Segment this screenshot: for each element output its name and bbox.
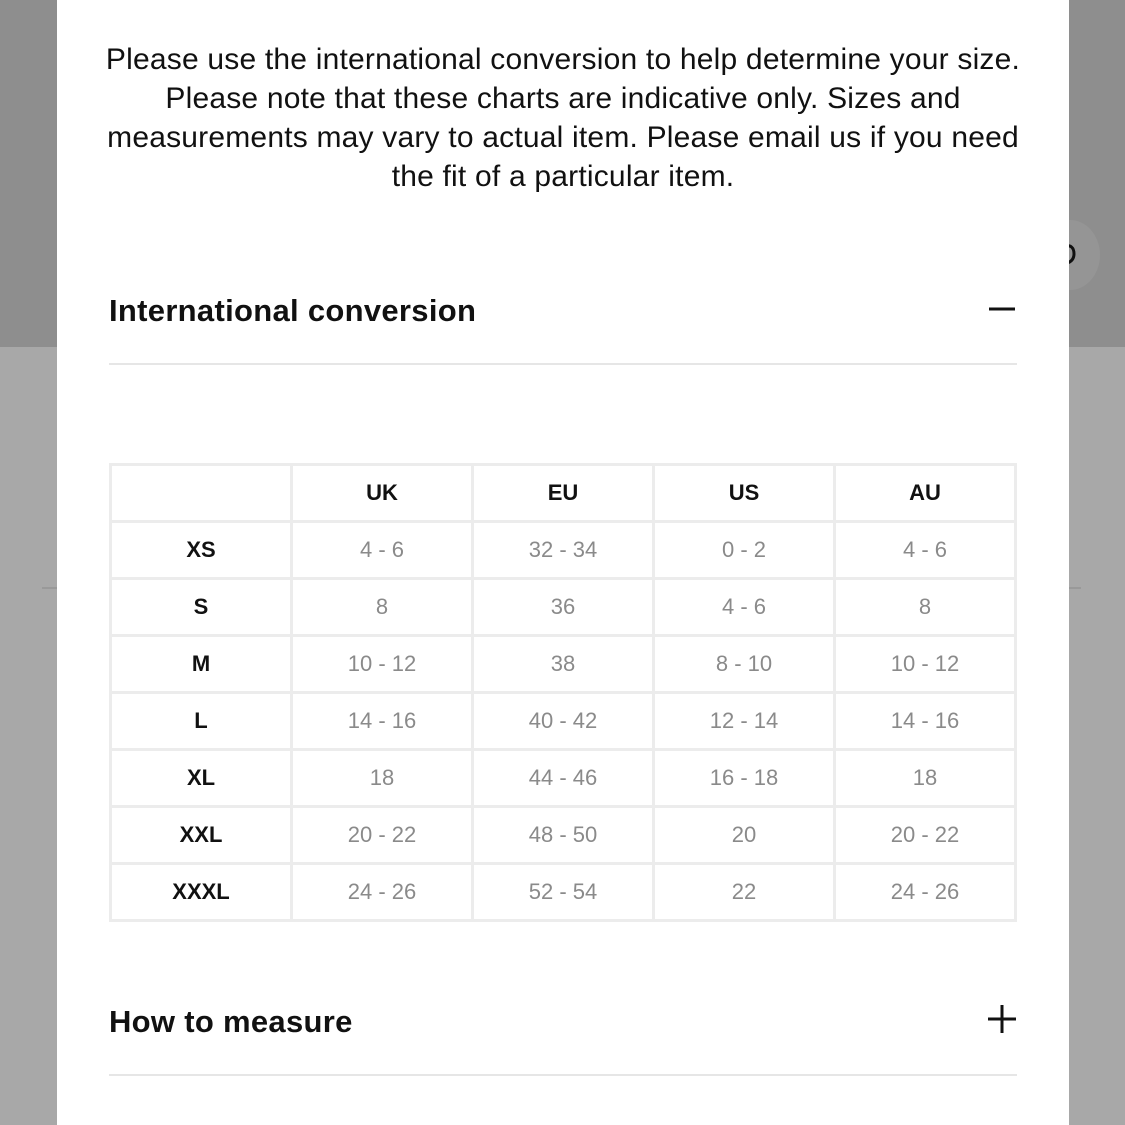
eu-cell: 32 - 34 [473,522,654,579]
us-cell: 4 - 6 [654,579,835,636]
size-cell: XXXL [111,864,292,921]
eu-cell: 44 - 46 [473,750,654,807]
table-row [111,864,1016,921]
section-divider [109,363,1017,365]
background-divider [1069,587,1081,589]
section-title: International conversion [109,293,477,328]
eu-cell: 40 - 42 [473,693,654,750]
uk-cell: 14 - 16 [292,693,473,750]
eu-cell: 52 - 54 [473,864,654,921]
size-cell: XS [111,522,292,579]
au-cell: 10 - 12 [835,636,1016,693]
uk-cell: 8 [292,579,473,636]
table-row [111,750,1016,807]
size-cell: XXL [111,807,292,864]
section-divider [109,1074,1017,1076]
uk-cell: 4 - 6 [292,522,473,579]
au-cell: 18 [835,750,1016,807]
uk-cell: 18 [292,750,473,807]
au-cell: 14 - 16 [835,693,1016,750]
table-row [111,693,1016,750]
size-cell: XL [111,750,292,807]
how-to-measure-header[interactable] [109,1004,1017,1044]
header-cell-eu: EU [473,465,654,522]
international-conversion-header[interactable] [109,293,1017,333]
eu-cell: 38 [473,636,654,693]
au-cell: 4 - 6 [835,522,1016,579]
section-title: How to measure [109,1004,353,1039]
header-cell-au: AU [835,465,1016,522]
uk-cell: 20 - 22 [292,807,473,864]
au-cell: 24 - 26 [835,864,1016,921]
us-cell: 12 - 14 [654,693,835,750]
eu-cell: 36 [473,579,654,636]
size-guide-modal [57,0,1069,1125]
background-divider [42,587,57,589]
intro-text: Please use the international conversion to help determine your size. Please note that these charts are indicative only. Sizes and measurements may vary to actual item. Please email us if you need the fit of a particular item. [105,43,1021,193]
us-cell: 20 [654,807,835,864]
table-header-row [111,465,1016,522]
au-cell: 8 [835,579,1016,636]
uk-cell: 10 - 12 [292,636,473,693]
uk-cell: 24 - 26 [292,864,473,921]
size-conversion-table [109,463,1017,922]
size-cell: M [111,636,292,693]
size-cell: S [111,579,292,636]
au-cell: 20 - 22 [835,807,1016,864]
plus-icon[interactable] [987,1004,1017,1034]
table-row [111,522,1016,579]
table-row [111,579,1016,636]
us-cell: 8 - 10 [654,636,835,693]
us-cell: 0 - 2 [654,522,835,579]
header-cell-us: US [654,465,835,522]
header-cell-empty [111,465,292,522]
table-row [111,636,1016,693]
us-cell: 16 - 18 [654,750,835,807]
eu-cell: 48 - 50 [473,807,654,864]
table-row [111,807,1016,864]
minus-icon[interactable] [987,293,1017,323]
header-cell-uk: UK [292,465,473,522]
us-cell: 22 [654,864,835,921]
size-cell: L [111,693,292,750]
